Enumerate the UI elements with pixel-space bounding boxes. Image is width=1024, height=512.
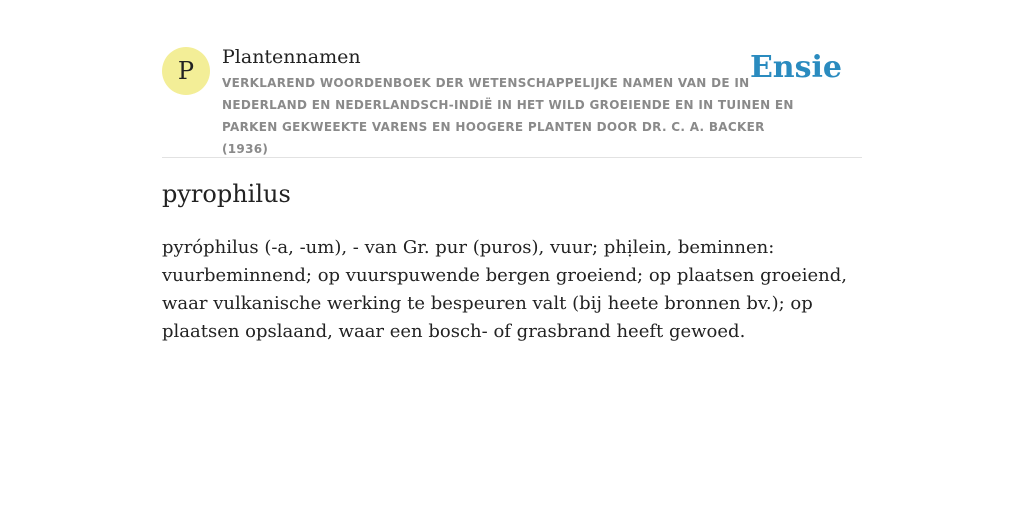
book-description: VERKLAREND WOORDENBOEK DER WETENSCHAPPELIJKE NAMEN VAN DE IN NEDERLAND EN NEDERLANDSCH-INDIË IN HET WILD GROEIENDE EN IN TUINEN EN PARKEN GEKWEEKTE VARENS EN HOOGERE PLANTEN DOOR DR. C. A. BACKER (1936): [222, 76, 794, 156]
badge-letter: P: [177, 57, 195, 85]
book-title[interactable]: Plantennamen: [222, 46, 361, 68]
book-header: [162, 42, 862, 157]
entry-term: pyrophilus: [162, 180, 291, 208]
header-divider: [162, 157, 862, 158]
entry-definition: pyróphilus (-a, -um), - van Gr. pur (puros), vuur; phịlein, beminnen: vuurbeminnend; op vuurspuwende bergen groeiend; op plaatsen groeiend, waar vulkanische werking te bespeuren valt (bij heete bronnen bv.); op plaatsen opslaand, waar een bosch- of grasbrand heeft gewoed.: [162, 237, 847, 342]
book-badge-icon: [162, 47, 210, 95]
ensie-logo-link[interactable]: Ensie: [749, 50, 842, 85]
